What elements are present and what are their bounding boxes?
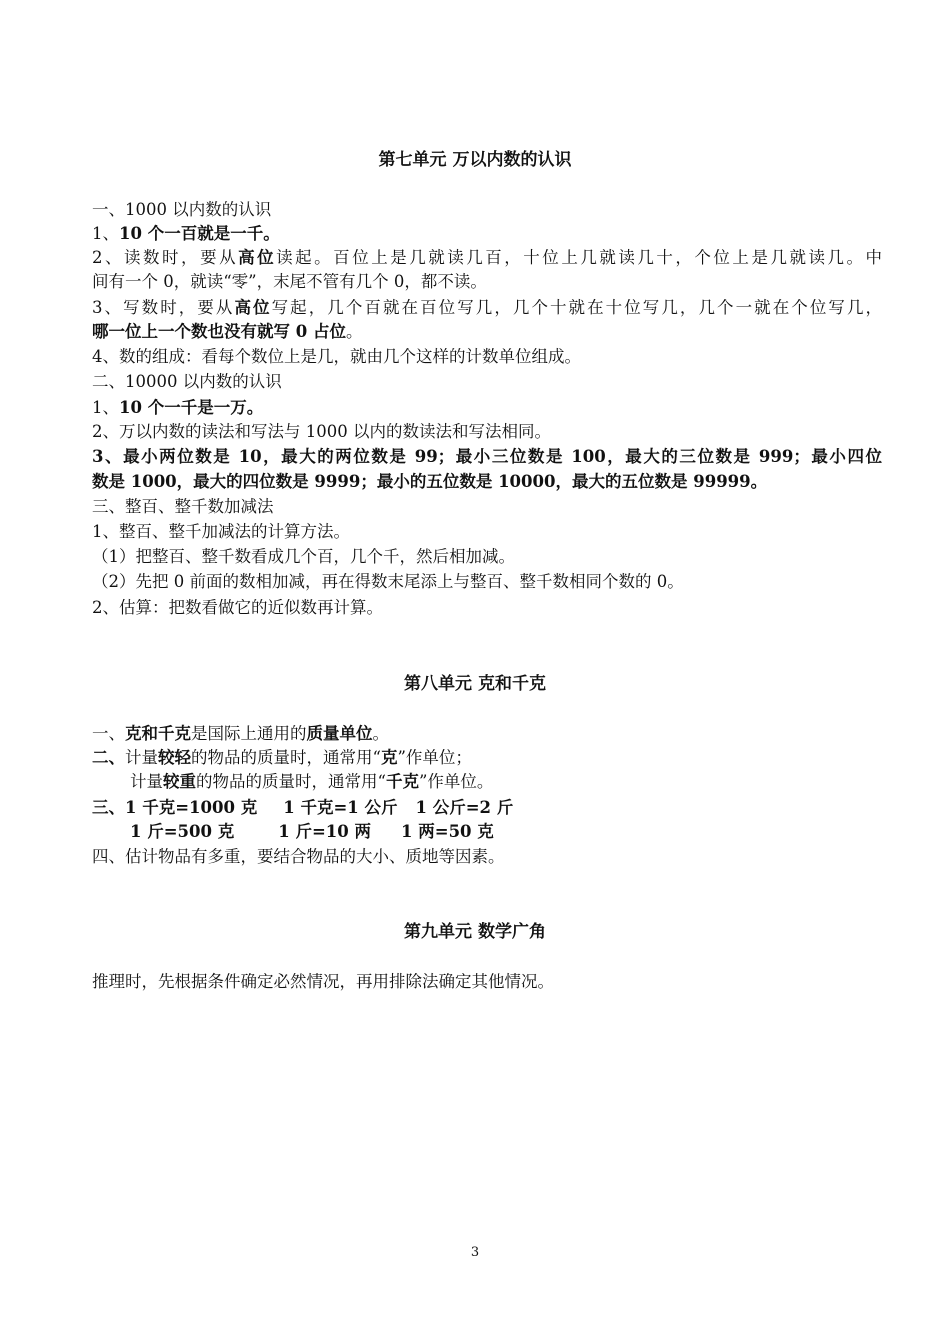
bold-run: 1 千克=1000 克 bbox=[125, 798, 258, 817]
unit7-point3-line2 bbox=[92, 320, 882, 344]
bold-run: 1 斤=500 克 bbox=[130, 822, 235, 841]
unit7-section3-title: 三、整百、整千数加减法 bbox=[92, 497, 274, 516]
unit7-section1-title: 一、1000 以内数的认识 bbox=[92, 200, 272, 219]
bold-run: 1 两=50 克 bbox=[401, 822, 494, 841]
bold-run: 哪一位上一个数也没有就写 0 占位 bbox=[92, 322, 346, 341]
bold-run: 较轻 bbox=[158, 748, 191, 767]
text-run: 的物品的质量时，通常用“ bbox=[191, 748, 381, 767]
unit7-point5 bbox=[92, 396, 882, 420]
unit8-title: 第八单元 克和千克 bbox=[404, 674, 546, 694]
point-prefix: 1、 bbox=[92, 224, 119, 243]
bold-run: 1 千克=1 公斤 bbox=[283, 798, 398, 817]
unit9-point1: 推理时，先根据条件确定必然情况，再用排除法确定其他情况。 bbox=[92, 972, 554, 991]
bold-run: 克和千克 bbox=[125, 724, 191, 743]
point-prefix: 1、 bbox=[92, 398, 119, 417]
unit7-point9: （1）把整百、整千数看成几个百，几个千，然后相加减。 bbox=[92, 547, 515, 566]
unit7-title: 第七单元 万以内数的认识 bbox=[378, 150, 572, 170]
text-run: 计量 bbox=[130, 772, 163, 791]
bold-run: 克 bbox=[380, 748, 398, 767]
point-bold: 10 个一千是一万。 bbox=[119, 398, 264, 417]
bold-run: 1 公斤=2 斤 bbox=[415, 798, 514, 817]
unit7-point3-line1 bbox=[92, 296, 882, 320]
unit7-point4: 4、数的组成：看每个数位上是几，就由几个这样的计数单位组成。 bbox=[92, 347, 581, 366]
bold-run: 二、 bbox=[92, 748, 125, 767]
point-bold: 10 个一百就是一千。 bbox=[119, 224, 280, 243]
bold-run: 三、 bbox=[92, 798, 125, 817]
unit7-point7-line2 bbox=[92, 470, 882, 494]
bold-run: 高位 bbox=[238, 248, 277, 267]
unit8-line6: 四、估计物品有多重，要结合物品的大小、质地等因素。 bbox=[92, 847, 505, 866]
bold-run: 数是 1000，最大的四位数是 9999；最小的五位数是 10000，最大的五位数是 99999。 bbox=[92, 472, 768, 491]
unit7-point2-line1 bbox=[92, 246, 882, 270]
text-run: 一、 bbox=[92, 724, 125, 743]
text-run: ”作单位。 bbox=[418, 772, 494, 791]
text-run: 3、写数时，要从 bbox=[92, 298, 235, 317]
unit7-point7-line1 bbox=[92, 445, 882, 469]
text-run: 是国际上通用的 bbox=[191, 724, 307, 743]
unit8-line3 bbox=[130, 770, 920, 794]
unit9-title: 第九单元 数学广角 bbox=[404, 922, 546, 942]
text-run: 。 bbox=[372, 724, 389, 743]
text-run: 的物品的质量时，通常用“ bbox=[196, 772, 386, 791]
text-run: 读起。百位上是几就读几百，十位上几就读几十，个位上是几就读几。中 bbox=[276, 248, 883, 267]
text-run: 计量 bbox=[125, 748, 158, 767]
unit8-line2 bbox=[92, 746, 882, 770]
text-run: ”作单位； bbox=[397, 748, 472, 767]
bold-run: 千克 bbox=[385, 772, 419, 791]
text-run: 。 bbox=[345, 322, 363, 341]
unit7-point11: 2、估算：把数看做它的近似数再计算。 bbox=[92, 598, 383, 617]
unit7-point2-line2: 间有一个 0，就读“零”，末尾不管有几个 0，都不读。 bbox=[92, 272, 487, 291]
text-run: 2、读数时，要从 bbox=[92, 248, 239, 267]
bold-run: 3、最小两位数是 10，最大的两位数是 99；最小三位数是 100，最大的三位数是 999；最小四位 bbox=[92, 447, 882, 466]
bold-run: 高位 bbox=[234, 298, 272, 317]
unit8-line4 bbox=[92, 796, 882, 820]
bold-run: 较重 bbox=[163, 772, 196, 791]
unit7-point8: 1、整百、整千加减法的计算方法。 bbox=[92, 522, 350, 541]
page-number: 3 bbox=[470, 1245, 480, 1260]
text-run: 写起，几个百就在百位写几，几个十就在十位写几，几个一就在个位写几， bbox=[271, 298, 883, 317]
bold-run: 1 斤=10 两 bbox=[278, 822, 372, 841]
unit7-point1 bbox=[92, 222, 882, 246]
unit7-point10: （2）先把 0 前面的数相加减，再在得数末尾添上与整百、整千数相同个数的 0。 bbox=[92, 572, 684, 591]
bold-run: 质量单位 bbox=[306, 724, 373, 743]
unit8-line1 bbox=[92, 722, 882, 746]
unit7-point6: 2、万以内数的读法和写法与 1000 以内的数读法和写法相同。 bbox=[92, 422, 551, 441]
unit8-line5 bbox=[130, 820, 920, 844]
unit7-section2-title: 二、10000 以内数的认识 bbox=[92, 372, 282, 391]
